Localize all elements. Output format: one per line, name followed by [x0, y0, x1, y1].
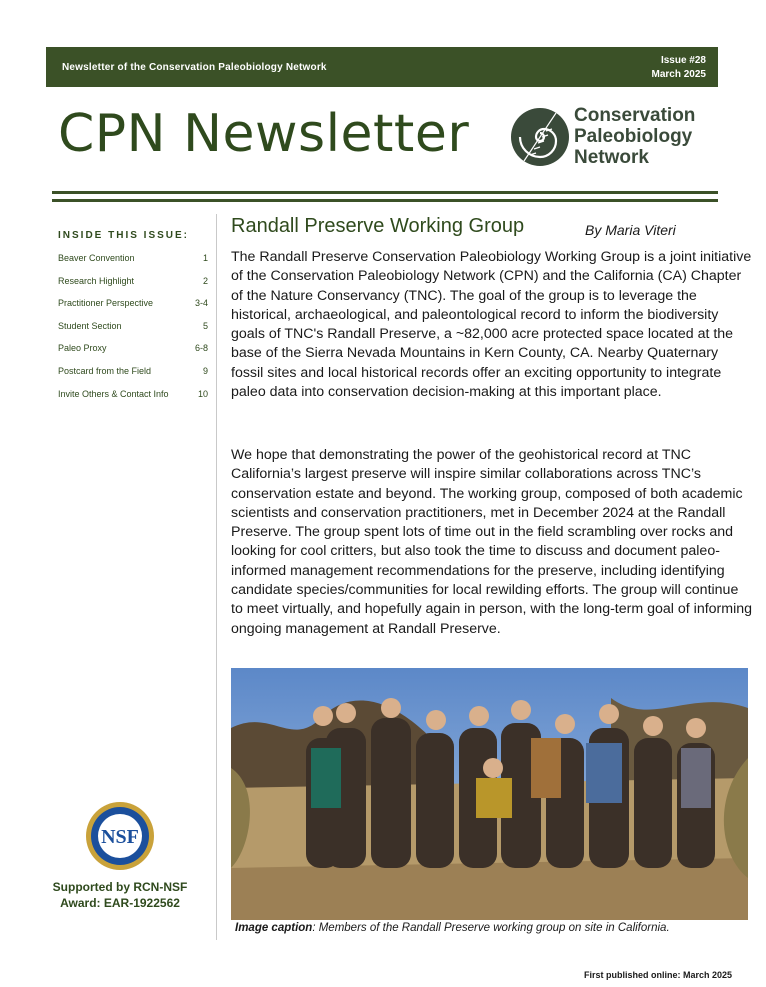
toc-item-page: 2: [202, 275, 208, 286]
column-divider: [216, 214, 217, 940]
issue-info: [652, 54, 706, 82]
toc-heading: INSIDE THIS ISSUE:: [58, 230, 190, 241]
toc-item-label: Invite Others & Contact Info: [58, 388, 169, 399]
support-line-2: Award: EAR-1922562: [60, 896, 180, 910]
table-of-contents: [58, 230, 208, 409]
newsletter-title: CPN Newsletter: [58, 104, 470, 164]
logo-line-2: Paleobiology: [574, 126, 693, 147]
toc-item[interactable]: [58, 319, 208, 342]
cpn-logo: [510, 101, 715, 173]
published-date: First published online: March 2025: [584, 970, 733, 980]
nsf-seal: [84, 800, 156, 872]
toc-item[interactable]: [58, 274, 208, 297]
image-caption: [235, 922, 670, 934]
issue-date: March 2025: [651, 69, 706, 80]
group-photo: [231, 668, 748, 920]
toc-item-page: 6-8: [194, 343, 208, 354]
toc-item[interactable]: [58, 364, 208, 387]
toc-item-page: 1: [202, 253, 208, 263]
article-byline: By Maria Viteri: [585, 222, 676, 238]
toc-item-page: 10: [197, 388, 208, 399]
support-line-1: Supported by RCN-NSF: [52, 880, 188, 894]
header-rule-bottom: [52, 199, 718, 202]
support-note: [40, 879, 200, 911]
toc-item-label: Practitioner Perspective: [58, 298, 154, 309]
toc-item-label: Postcard from the Field: [58, 365, 152, 376]
logo-line-3: Network: [574, 147, 649, 168]
header-banner: [46, 47, 718, 87]
toc-item[interactable]: [58, 387, 208, 410]
toc-item[interactable]: [58, 296, 208, 319]
toc-item-label: Research Highlight: [58, 275, 135, 286]
article-paragraph-2: We hope that demonstrating the power of the geohistorical record at TNC California’s largest preserve will inspire similar collaborations across TNC’s conservation estate and beyond. The working group, composed of both academic scientists and conservation practitioners, met in December 2024 at the Randall Preserve. The group spent lots of time out in the field scrambling over rocks and looking for cool critters, but also took the time to discuss and document paleo-informed management recommendations for the preserve, including identifying candidate species/communities for local rewilding efforts. The group will continue to meet virtually, and hopefully again in person, with the long-term goal of informing ongoing management at Randall Preserve.: [231, 447, 753, 637]
header-rule-top: [52, 191, 718, 194]
toc-item[interactable]: [58, 251, 208, 274]
article-paragraph-1: The Randall Preserve Conservation Paleobiology Working Group is a joint initiative of the Conservation Paleobiology Network (CPN) and the California (CA) Chapter of the Nature Conservancy (TNC). The goal of the group is to leverage the historical, archaeological, and paleontological record to inform the biodiversity goals of TNC's Randall Preserve, a ~82,000 acre protected space located at the base of the Sierra Nevada Mountains in Kern County, CA. Nearby Quaternary fossil sites and local historical records offer an exciting opportunity to integrate paleo data into conservation decision-making at this important place.: [231, 249, 752, 401]
toc-item-page: 3-4: [194, 298, 208, 309]
toc-item-page: 5: [202, 320, 208, 331]
caption-text: : Members of the Randall Preserve working group on site in California.: [312, 922, 670, 934]
newsletter-tagline: Newsletter of the Conservation Paleobiology Network: [62, 62, 327, 73]
toc-item-label: Student Section: [58, 320, 122, 331]
caption-label: Image caption: [235, 922, 313, 934]
article-title: Randall Preserve Working Group: [231, 215, 525, 237]
ammonite-logo-icon: [510, 101, 570, 173]
logo-line-1: Conservation: [574, 105, 696, 126]
issue-number: Issue #28: [660, 55, 706, 66]
logo-wordmark: [574, 105, 695, 168]
toc-item-label: Paleo Proxy: [58, 343, 107, 354]
toc-item-label: Beaver Convention: [58, 253, 135, 263]
toc-item-page: 9: [202, 365, 208, 376]
toc-item[interactable]: [58, 341, 208, 364]
nsf-seal-text: NSF: [101, 826, 139, 848]
